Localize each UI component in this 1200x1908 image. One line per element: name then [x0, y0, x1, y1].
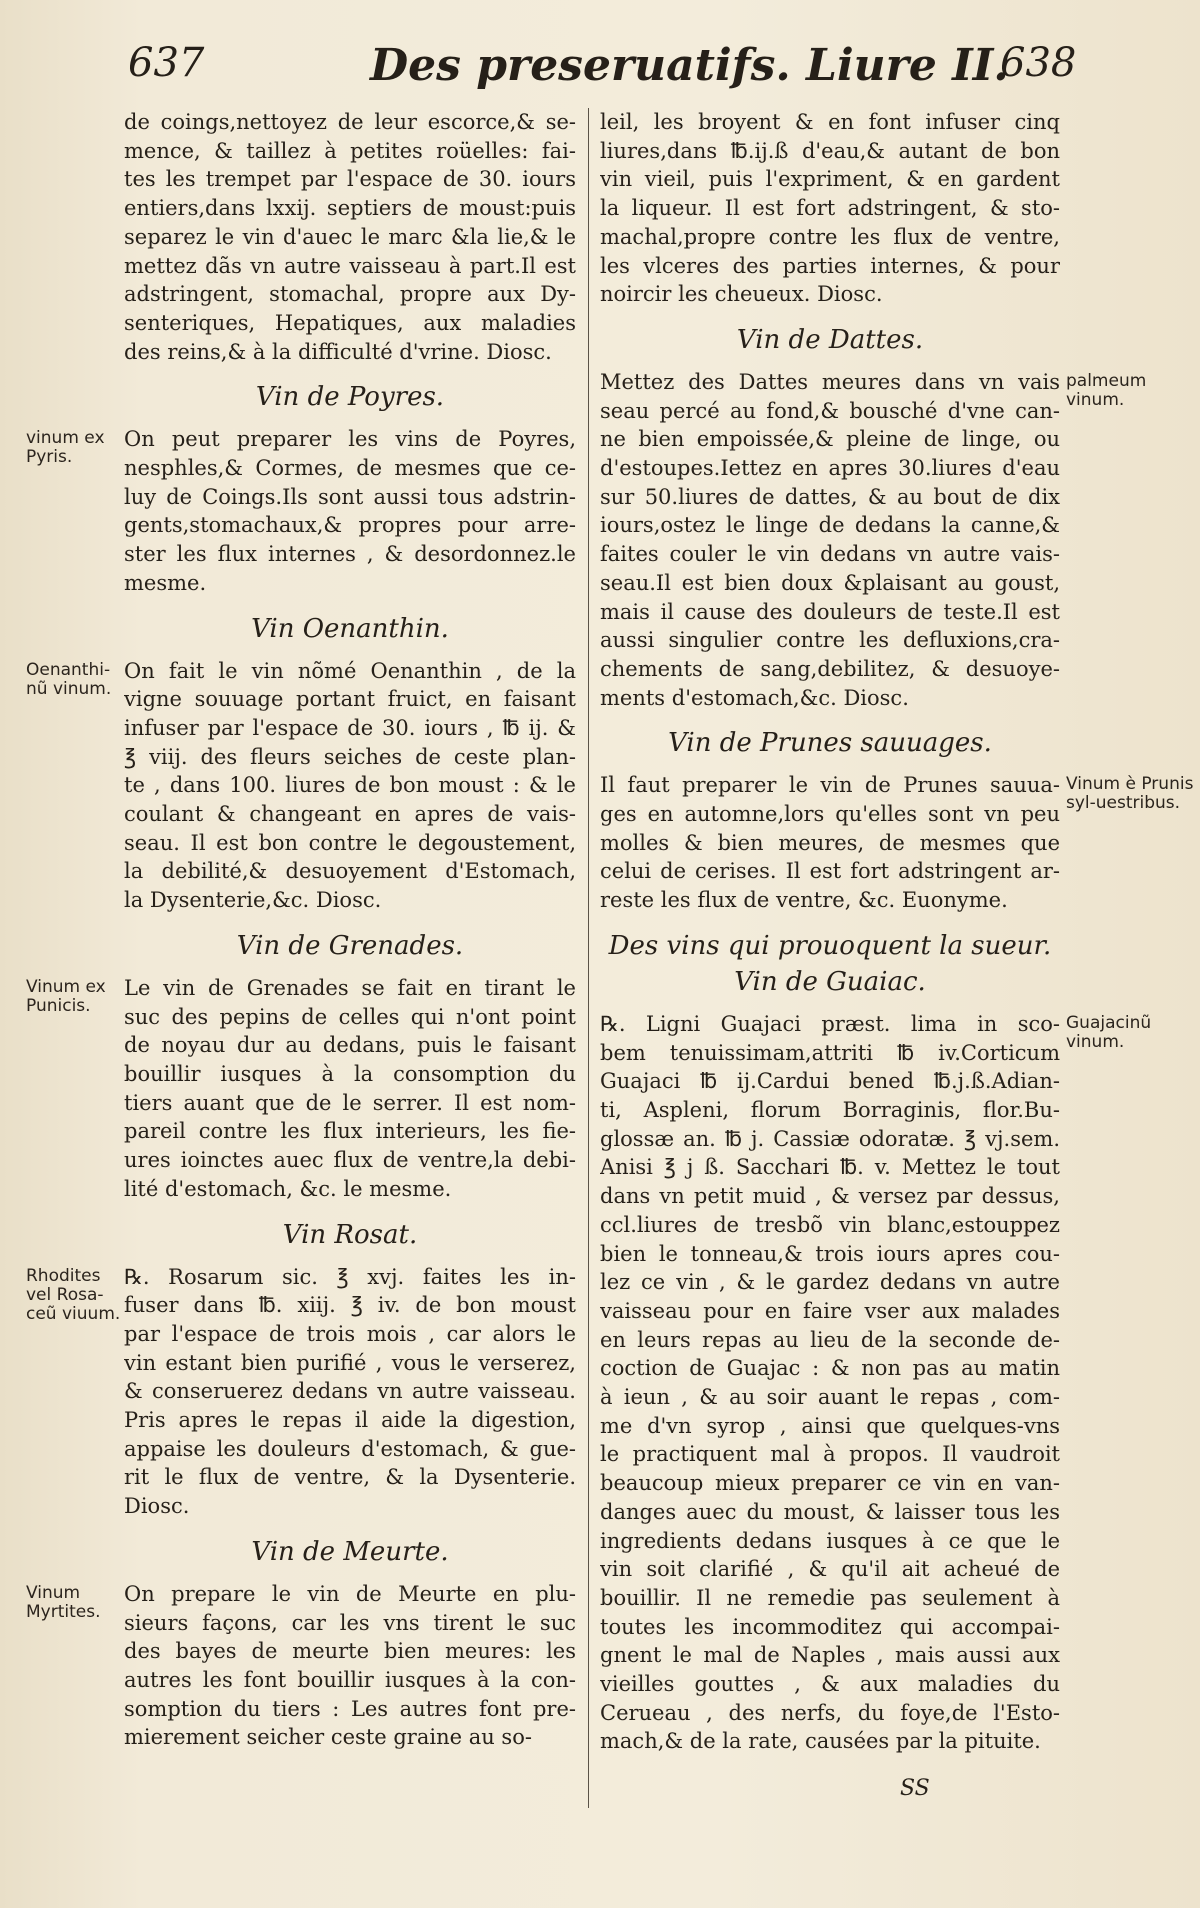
text-line: tes les trempet par l'espace de 30. iours [124, 167, 576, 192]
section-heading: Vin de Grenades. [236, 930, 464, 961]
text-line: ℞. Ligni Guajaci præst. lima in sco- [600, 1011, 1060, 1036]
text-line: molles & bien meures, de mesmes que [600, 830, 1060, 855]
text-line: leil, les broyent & en font infuser cinq [600, 110, 1060, 134]
text-line: à ieun , & au soir auant le repas , com- [600, 1385, 1060, 1410]
text-line: faites couler le vin dedans vn autre vais- [600, 542, 1060, 567]
text-line: vin vieil, puis l'expriment, & en gardent [600, 167, 1060, 192]
text-line: Cerueau , des nerfs, du foye,de l'Esto- [600, 1700, 1060, 1725]
text-line: Le vin de Grenades se fait en tirant le [124, 975, 576, 1000]
right-column [600, 108, 1194, 1756]
text-line: ingredients dedans iusques à ce que le [600, 1528, 1060, 1553]
text-line: tiers auant que de le serrer. Il est nom- [124, 1090, 576, 1115]
text-line: seau percé au fond,& bousché d'vne can- [600, 398, 1060, 423]
text-line: entiers,dans lxxij. septiers de moust:puis [124, 196, 576, 221]
text-line: mierement seicher ceste graine au so- [124, 1725, 532, 1750]
text-line: vin estant bien purifié , vous le verserez, [124, 1350, 576, 1375]
section-subheading: Vin de Guaiac. [734, 966, 926, 997]
section-body [26, 1263, 576, 1521]
text-line: la liqueur. Il est fort adstringent, & sto- [600, 196, 1060, 221]
left-page-number: 637 [128, 40, 205, 86]
text-line: mais il cause des douleurs de teste.Il est [600, 599, 1060, 624]
text-line: de noyau dur au dedans, puis le faisant [124, 1033, 576, 1058]
text-line: bouillir iusques à la consomption du [124, 1061, 576, 1086]
margin-note: Guajacinũ vinum. [1066, 1012, 1152, 1052]
text-line: te , dans 100. liures de bon moust : & le [124, 773, 576, 798]
text-line: d'estoupes.Iettez en apres 30.liures d'eau [600, 456, 1060, 481]
text-line: vigne souuage portant fruict, en faisant [124, 687, 576, 712]
running-title: Des preseruatifs. Liure II. [370, 40, 1009, 91]
text-line: beaucoup mieux preparer ce vin en van- [600, 1471, 1060, 1496]
margin-note: Vinum Myrtites. [26, 1582, 101, 1622]
section-body [600, 368, 1147, 712]
section-body [26, 657, 576, 915]
text-line: ster les flux internes , & desordonnez.le [124, 542, 576, 567]
text-line: lez ce vin , & le gardez dedans vn autre [600, 1270, 1060, 1295]
text-line: lité d'estomach, &c. le mesme. [124, 1176, 452, 1201]
text-line: ures ioinctes auec flux de ventre,la debi- [124, 1148, 576, 1173]
section-heading: Vin de Meurte. [251, 1536, 449, 1567]
text-line: celui de cerises. Il est fort adstringent ar- [600, 859, 1060, 884]
intro-paragraph [124, 108, 576, 366]
text-line: gents,stomachaux,& propres pour arre- [124, 513, 576, 538]
text-line: seau.Il est bien doux &plaisant au goust, [600, 570, 1060, 595]
text-line: ℞. Rosarum sic. ℥ xvj. faites les in- [124, 1264, 576, 1289]
text-line: On prepare le vin de Meurte en plu- [124, 1581, 576, 1606]
section-heading: Vin de Prunes sauuages. [668, 728, 992, 759]
margin-note: Rhodites vel Rosa-ceũ viuum. [26, 1265, 121, 1324]
text-line: dans vn petit muid , & versez par dessus, [600, 1184, 1060, 1209]
text-line: me d'vn syrop , ainsi que quelques-vns [600, 1413, 1060, 1438]
text-line: Diosc. [124, 1494, 190, 1519]
text-line: On fait le vin nõmé Oenanthin , de la [124, 658, 576, 683]
text-line: somption du tiers : Les autres font pre- [124, 1696, 576, 1721]
text-line: mesme. [124, 570, 207, 595]
text-line: noircir les cheueux. Diosc. [600, 282, 883, 307]
text-line: vin soit clarifié , & qu'il ait acheué de [600, 1557, 1060, 1582]
text-line: des bayes de meurte bien meures: les [124, 1639, 576, 1664]
right-page-number: 638 [1000, 40, 1077, 86]
text-line: mettez dãs vn autre vaisseau à part.Il est [124, 253, 576, 278]
section-body [26, 974, 576, 1204]
page-header [0, 40, 1200, 100]
text-line: reste les flux de ventre, &c. Euonyme. [600, 888, 1008, 913]
text-line: rit le flux de ventre, & la Dysenterie. [124, 1465, 576, 1490]
text-line: mach,& de la rate, causées par la pituite. [600, 1729, 1041, 1754]
margin-note: Vinum ex Punicis. [26, 976, 106, 1016]
text-line: ccl.liures de tresbõ vin blanc,estouppez [600, 1212, 1060, 1237]
margin-note: vinum ex Pyris. [26, 428, 105, 468]
text-line: en leurs repas au lieu de la seconde de- [600, 1327, 1060, 1352]
text-line: coulant & changeant en apres de vais- [124, 802, 576, 827]
text-line: appaise les douleurs d'estomach, & gue- [124, 1436, 576, 1461]
text-line: separez le vin d'auec le marc &la lie,& le [124, 224, 576, 249]
text-line: gnent le mal de Naples , mais aussi aux [600, 1643, 1060, 1668]
section-heading: Des vins qui prouoquent la sueur. [608, 930, 1052, 961]
text-line: ne bien empoissée,& pleine de linge, ou [600, 427, 1060, 452]
text-line: toutes les incommoditez qui accompai- [600, 1614, 1060, 1639]
text-line: nesphles,& Cormes, de mesmes que ce- [124, 456, 576, 481]
text-line: & conseruerez dedans vn autre vaisseau. [124, 1379, 576, 1404]
text-line: luy de Coings.Ils sont aussi tous adstrin- [124, 484, 576, 509]
text-line: bien le tonneau,& trois iours apres cou- [600, 1241, 1060, 1266]
text-line: vaisseau pour en faire vser aux malades [600, 1298, 1060, 1323]
text-line: danges auec du moust, & laisser tous les [600, 1499, 1060, 1524]
text-line: bouillir. Il ne remedie pas seulement à [600, 1585, 1060, 1610]
text-line: Il faut preparer le vin de Prunes sauua- [600, 773, 1060, 798]
margin-note: Oenanthi-nũ vinum. [26, 659, 112, 699]
text-line: Mettez des Dattes meures dans vn vais [600, 369, 1060, 394]
text-line: ges en automne,lors qu'elles sont vn peu [600, 802, 1060, 827]
text-line: ℥ viij. des fleurs seiches de ceste plan- [124, 744, 576, 769]
catchword: SS [900, 1776, 930, 1801]
text-line: de coings,nettoyez de leur escorce,& se- [124, 110, 576, 134]
text-line: glossæ an. ℔ j. Cassiæ odoratæ. ℥ vj.sem. [600, 1126, 1060, 1151]
text-line: coction de Guajac : & non pas au matin [600, 1356, 1060, 1381]
text-line: la Dysenterie,&c. Diosc. [124, 888, 382, 913]
intro-paragraph [600, 108, 1060, 309]
text-line: bem tenuissimam,attriti ℔ iv.Corticum [600, 1040, 1060, 1065]
text-line: Pris apres le repas il aide la digestion, [124, 1408, 576, 1433]
text-line: sieurs façons, car les vns tirent le suc [124, 1610, 576, 1635]
left-column [26, 108, 576, 1752]
text-line: le practiquent mal à propos. Il vaudroit [600, 1442, 1060, 1467]
text-line: des reins,& à la difficulté d'vrine. Diosc. [124, 339, 552, 364]
section-body [600, 771, 1194, 915]
text-line: fuser dans ℔. xiij. ℥ iv. de bon moust [124, 1293, 576, 1318]
text-line: ti, Aspleni, florum Borraginis, flor.Bu- [600, 1097, 1060, 1122]
text-line: adstringent, stomachal, propre aux Dy- [124, 282, 576, 307]
text-line: mence, & taillez à petites roüelles: fai- [124, 138, 576, 163]
text-line: suc des pepins de celles qui n'ont point [124, 1004, 576, 1029]
text-line: ments d'estomach,&c. Diosc. [600, 685, 909, 710]
section-heading: Vin Rosat. [282, 1219, 418, 1250]
text-line: aussi singulier contre les defluxions,cra- [600, 628, 1060, 653]
text-line: les vlceres des parties internes, & pour [600, 253, 1060, 278]
section-body [26, 425, 576, 597]
text-line: machal,propre contre les flux de ventre, [600, 224, 1060, 249]
text-line: autres les font bouillir iusques à la con- [124, 1667, 576, 1692]
section-heading: Vin Oenanthin. [251, 613, 449, 644]
text-line: pareil contre les flux interieurs, les fie- [124, 1119, 576, 1144]
text-line: vieilles gouttes , & aux maladies du [600, 1672, 1060, 1697]
margin-note: palmeum vinum. [1066, 370, 1147, 410]
text-line: infuser par l'espace de 30. iours , ℔ ij. & [124, 715, 576, 740]
text-line: iours,ostez le linge de dedans la canne,& [600, 513, 1060, 538]
text-line: seau. Il est bon contre le degoustement, [124, 830, 576, 855]
text-line: senteriques, Hepatiques, aux maladies [124, 310, 576, 335]
section-body [600, 1010, 1152, 1756]
text-line: la debilité,& desuoyement d'Estomach, [124, 859, 576, 884]
section-heading: Vin de Poyres. [255, 382, 445, 413]
text-line: Anisi ℥ j ß. Sacchari ℔. v. Mettez le tout [600, 1155, 1060, 1180]
text-line: par l'espace de trois mois , car alors le [124, 1321, 576, 1346]
column-divider [588, 108, 589, 1808]
margin-note: Vinum è Prunis syl-uestribus. [1066, 774, 1194, 814]
text-line: On peut preparer les vins de Poyres, [124, 427, 576, 452]
text-line: liures,dans ℔.ij.ß d'eau,& autant de bon [600, 138, 1060, 163]
section-heading: Vin de Dattes. [736, 324, 924, 355]
section-body [26, 1580, 576, 1752]
text-line: Guajaci ℔ ij.Cardui bened ℔.j.ß.Adian- [600, 1069, 1060, 1094]
text-line: chements de sang,debilitez, & desuoye- [600, 656, 1060, 681]
text-line: sur 50.liures de dattes, & au bout de dix [600, 484, 1060, 509]
